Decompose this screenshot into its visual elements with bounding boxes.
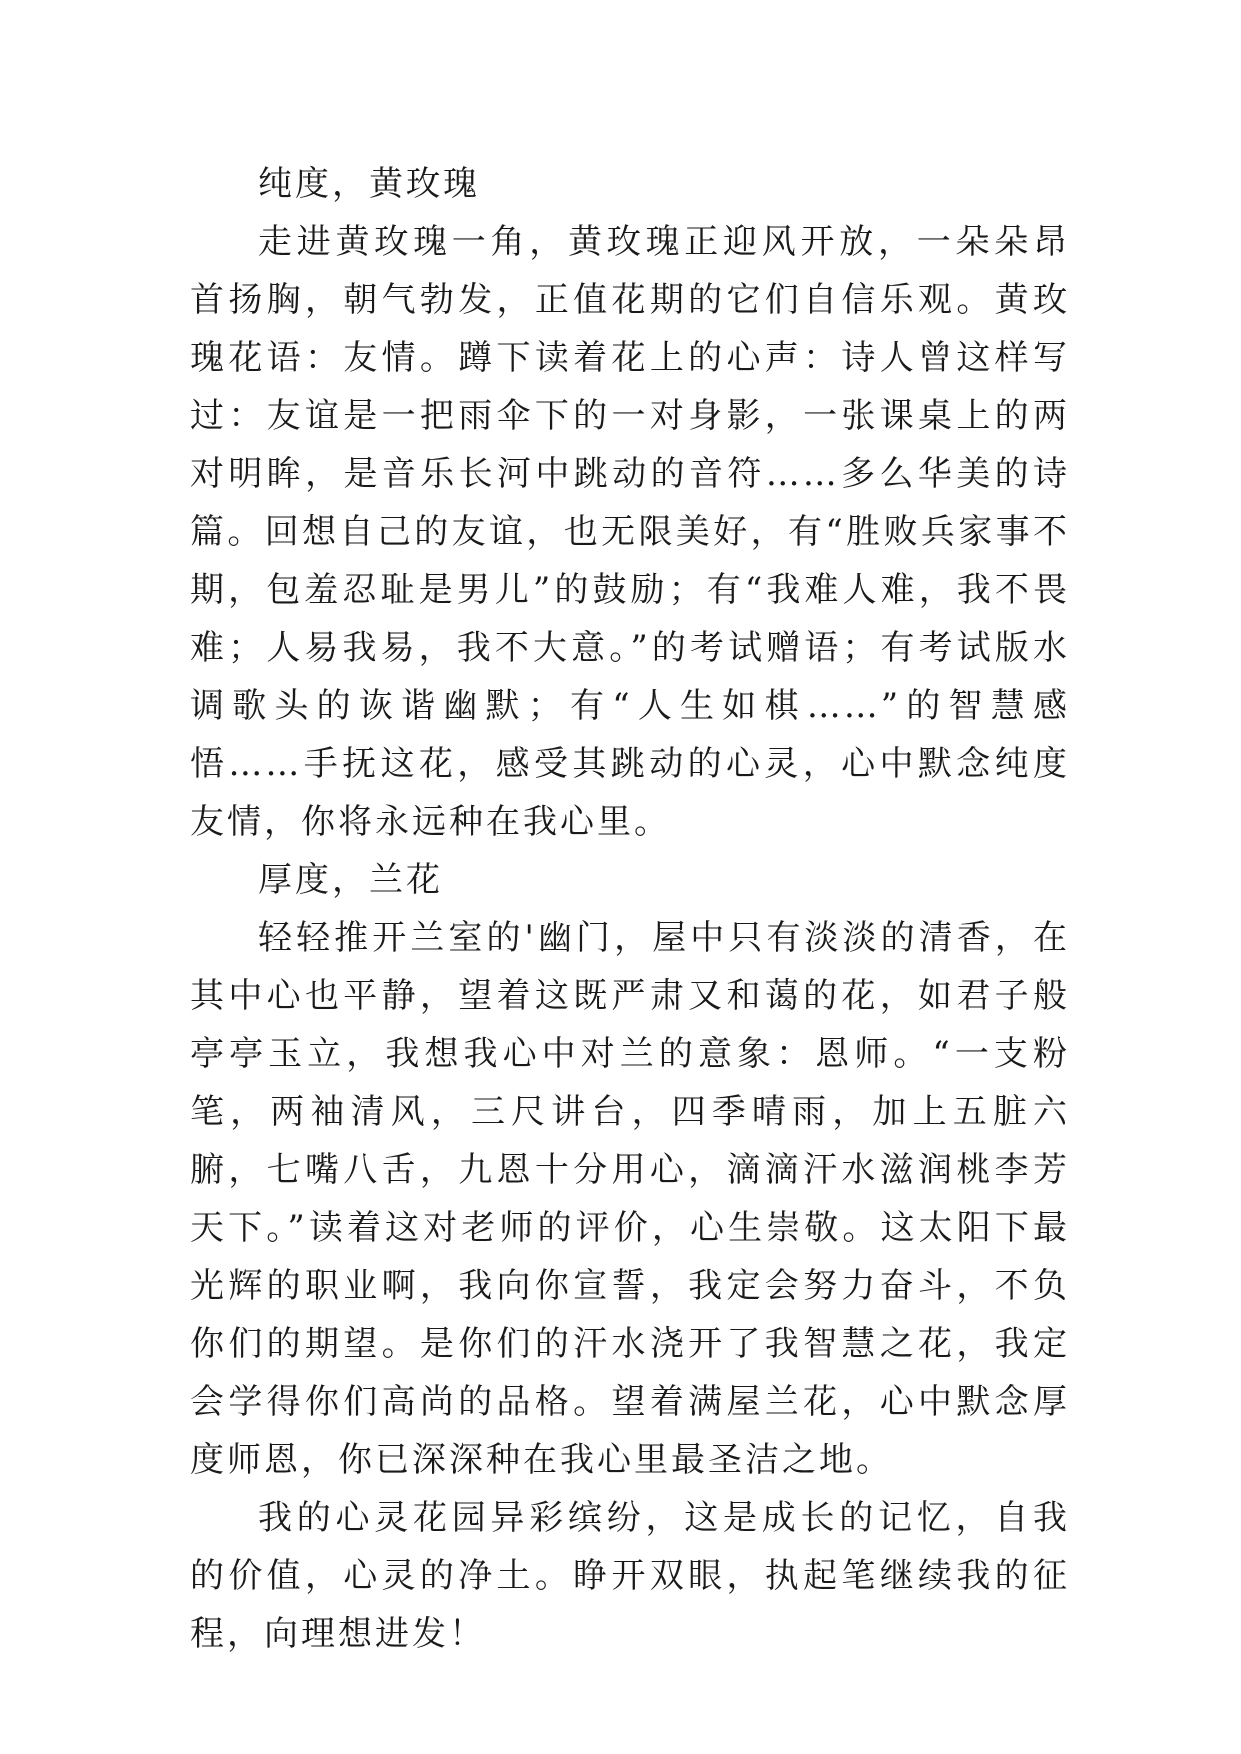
paragraph-closing: 我的心灵花园异彩缤纷，这是成长的记忆，自我的价值，心灵的净土。睁开双眼，执起笔继续我的征程，向理想进发！ (190, 1498, 1070, 1654)
paragraph-orchid: 轻轻推开兰室的'幽门，屋中只有淡淡的清香，在其中心也平静，望着这既严肃又和蔼的花，如君子般亭亭玉立，我想我心中对兰的意象：恩师。“一支粉笔，两袖清风，三尺讲台，四季晴雨，加上五脏六腑，七嘴八舌，九恩十分用心，滴滴汗水滋润桃李芳天下。”读着这对老师的评价，心生崇敬。这太阳下最光辉的职业啊，我向你宣誓，我定会努力奋斗，不负你们的期望。是你们的汗水浇开了我智慧之花，我定会学得你们高尚的品格。望着满屋兰花，心中默念厚度师恩，你已深深种在我心里最圣洁之地。 (190, 918, 1070, 1480)
document-body (190, 155, 1070, 1663)
section-heading-yellow-rose: 纯度，黄玫瑰 (258, 164, 480, 204)
section-heading-orchid: 厚度，兰花 (258, 860, 443, 900)
paragraph-yellow-rose: 走进黄玫瑰一角，黄玫瑰正迎风开放，一朵朵昂首扬胸，朝气勃发，正值花期的它们自信乐观。黄玫瑰花语：友情。蹲下读着花上的心声：诗人曾这样写过：友谊是一把雨伞下的一对身影，一张课桌上的两对明眸，是音乐长河中跳动的音符……多么华美的诗篇。回想自己的友谊，也无限美好，有“胜败兵家事不期，包羞忍耻是男儿”的鼓励；有“我难人难，我不畏难；人易我易，我不大意。”的考试赠语；有考试版水调歌头的诙谐幽默；有“人生如棋……”的智慧感悟……手抚这花，感受其跳动的心灵，心中默念纯度友情，你将永远种在我心里。 (190, 222, 1070, 842)
